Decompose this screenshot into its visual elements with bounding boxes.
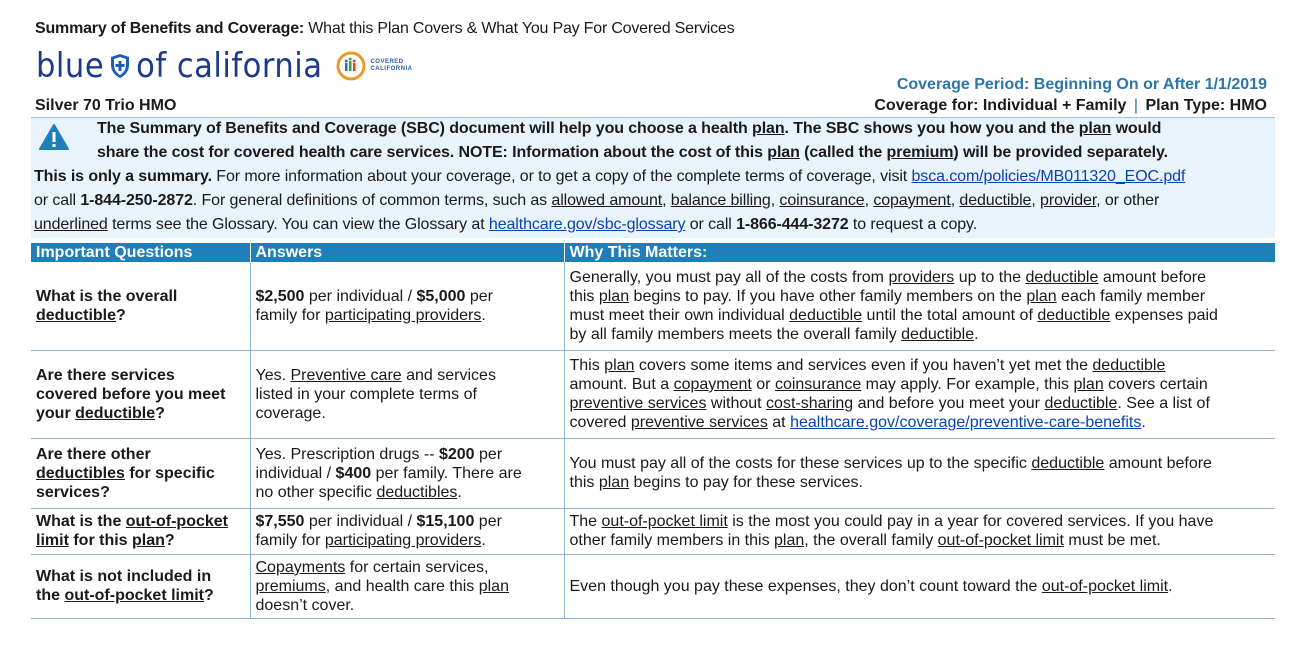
plan-name: Silver 70 Trio HMO [35, 97, 177, 114]
table-row [31, 508, 1275, 554]
term-plan: plan [767, 144, 800, 161]
sbc-notice-box [31, 117, 1275, 238]
eoc-link[interactable]: bsca.com/policies/MB011320_EOC.pdf [911, 168, 1186, 185]
title-bold: Summary of Benefits and Coverage: [35, 20, 305, 37]
term-plan: plan [752, 120, 785, 137]
shield-icon [110, 53, 130, 79]
blue-shield-logo [36, 46, 412, 86]
why-cell: Generally, you must pay all of the costs from providers up to the deductible amount before this plan begins to pay. If you have other family members on the plan each family member must meet their own individual deductible until the total amount of deductible expenses paid by all family members meets the overall family deductible. [564, 262, 1275, 350]
table-row [31, 554, 1275, 618]
notice-line-1: The Summary of Benefits and Coverage (SBC) document will help you choose a health plan. The SBC shows you how you and the plan would [97, 120, 1162, 137]
question-cell: Are there other deductibles for specific services? [31, 438, 250, 508]
header-answers: Answers [250, 243, 564, 262]
answer-cell: $2,500 per individual / $5,000 per family for participating providers. [250, 262, 564, 350]
why-cell: Even though you pay these expenses, they don’t count toward the out-of-pocket limit. [564, 554, 1275, 618]
notice-line-4: or call 1-844-250-2872. For general definitions of common terms, such as allowed amount, balance billing, coinsurance, copayment, deductible, provider, or other [34, 192, 1160, 209]
covered-california-icon [336, 51, 366, 81]
header-why-this-matters: Why This Matters: [564, 243, 1275, 262]
logo-word-blue: blue [36, 46, 105, 86]
covered-california-logo [336, 51, 412, 81]
glossary-link[interactable]: healthcare.gov/sbc-glossary [488, 216, 686, 233]
logo-word-of-california: of california [136, 46, 323, 86]
answer-cell: $7,550 per individual / $15,100 per family for participating providers. [250, 508, 564, 554]
notice-line-2: share the cost for covered health care services. NOTE: Information about the cost of this plan (called the premium) will be provided separately. [97, 144, 1168, 161]
question-cell: What is the overall deductible? [31, 262, 250, 350]
term-plan: plan [1078, 120, 1112, 137]
covered-california-text: COVERED CALIFORNIA [370, 59, 413, 72]
table-row [31, 438, 1275, 508]
answer-cell: Yes. Prescription drugs -- $200 per individual / $400 per family. There are no other specific deductibles. [250, 438, 564, 508]
plan-type: Plan Type: HMO [1145, 97, 1267, 114]
why-cell: This plan covers some items and services even if you haven’t yet met the deductible amount. But a copayment or coinsurance may apply. For example, this plan covers certain preventive services without cost-sharing and before you meet your deductible. See a list of covered preventive services at healthcare.gov/coverage/preventive-care-benefits. [564, 350, 1275, 438]
coverage-for [874, 97, 1267, 115]
notice-line-5: underlined terms see the Glossary. You can view the Glossary at healthcare.gov/sbc-glossary or call 1-866-444-3272 to request a copy. [34, 216, 978, 233]
phone-number: 1-844-250-2872 [80, 192, 193, 209]
coverage-for-text: Coverage for: Individual + Family [874, 97, 1127, 114]
why-cell: You must pay all of the costs for these services up to the specific deductible amount before this plan begins to pay for these services. [564, 438, 1275, 508]
question-cell: Are there services covered before you meet your deductible? [31, 350, 250, 438]
separator: | [1133, 97, 1139, 114]
answer-cell: Yes. Preventive care and services listed in your complete terms of coverage. [250, 350, 564, 438]
preventive-care-link[interactable]: healthcare.gov/coverage/preventive-care-benefits [790, 414, 1142, 431]
answer-cell: Copayments for certain services, premiums, and health care this plan doesn’t cover. [250, 554, 564, 618]
why-cell: The out-of-pocket limit is the most you could pay in a year for covered services. If you have other family members in this plan, the overall family out-of-pocket limit must be met. [564, 508, 1275, 554]
question-cell: What is not included in the out-of-pocket limit? [31, 554, 250, 618]
warning-icon [38, 123, 70, 151]
glossary-phone: 1-866-444-3272 [736, 216, 849, 233]
coverage-period: Coverage Period: Beginning On or After 1/1/2019 [896, 76, 1267, 93]
term-premium: premium [886, 144, 954, 161]
question-cell: What is the out-of-pocket limit for this plan? [31, 508, 250, 554]
table-row [31, 262, 1275, 350]
table-header-row [31, 243, 1275, 262]
benefits-table [31, 243, 1276, 619]
title-rest: What this Plan Covers & What You Pay For Covered Services [308, 20, 735, 37]
header-important-questions: Important Questions [31, 243, 250, 262]
notice-line-3: This is only a summary. For more information about your coverage, or to get a copy of the complete terms of coverage, visit bsca.com/policies/MB011320_EOC.pdf [34, 168, 1186, 185]
table-row [31, 350, 1275, 438]
document-title [35, 20, 734, 38]
